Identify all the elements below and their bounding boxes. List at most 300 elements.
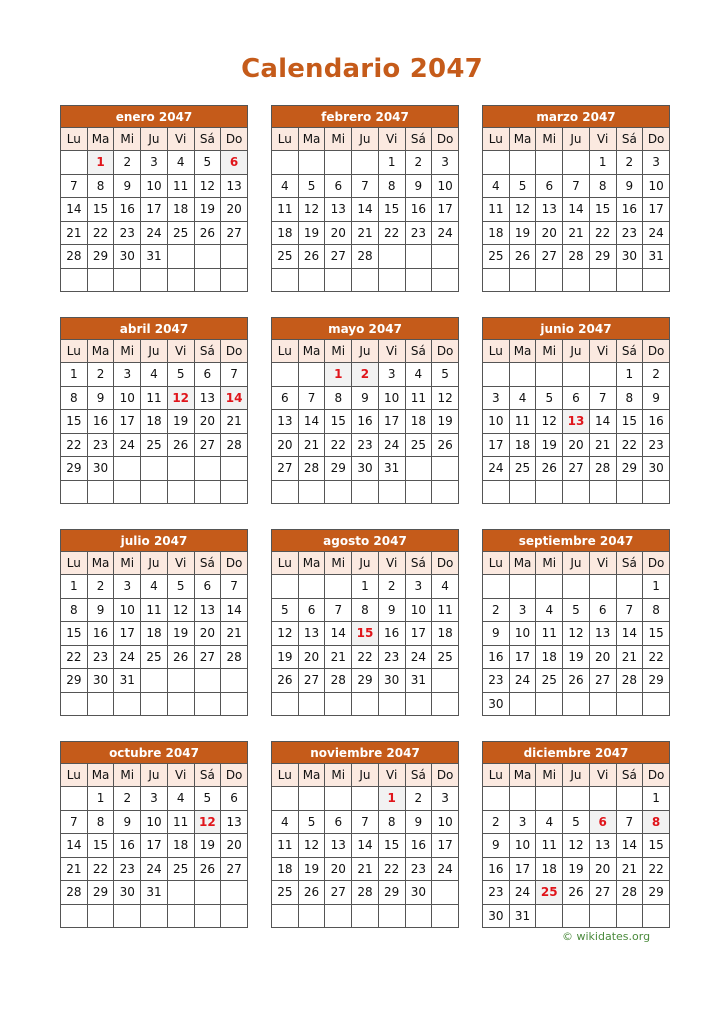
day-cell: 5: [167, 575, 194, 599]
empty-day-cell: [61, 904, 88, 928]
day-cell: 1: [378, 151, 405, 175]
day-cell: 17: [432, 198, 459, 222]
day-cell: 6: [194, 363, 221, 387]
weekday-label: Ju: [563, 552, 590, 575]
day-cell: 2: [483, 810, 510, 834]
day-cell: 6: [589, 598, 616, 622]
day-cell: 10: [141, 174, 168, 198]
empty-day-cell: [405, 904, 432, 928]
weekday-label: Ju: [352, 764, 379, 787]
weekday-label: Do: [221, 764, 248, 787]
empty-day-cell: [167, 904, 194, 928]
empty-day-cell: [378, 692, 405, 716]
day-cell: 9: [114, 810, 141, 834]
empty-day-cell: [61, 480, 88, 504]
day-cell: 28: [589, 457, 616, 481]
weekday-label: Ma: [87, 552, 114, 575]
weekday-label: Do: [221, 552, 248, 575]
day-cell: 4: [432, 575, 459, 599]
day-cell: 21: [221, 410, 248, 434]
day-cell: 20: [194, 410, 221, 434]
day-cell: 27: [536, 245, 563, 269]
empty-day-cell: [194, 692, 221, 716]
weekday-label: Lu: [61, 128, 88, 151]
day-cell: 22: [643, 645, 670, 669]
day-cell: 23: [483, 881, 510, 905]
day-cell: 27: [589, 669, 616, 693]
empty-day-cell: [167, 692, 194, 716]
day-cell: 26: [536, 457, 563, 481]
empty-day-cell: [483, 787, 510, 811]
day-cell: 20: [221, 834, 248, 858]
weekday-label: Ju: [141, 340, 168, 363]
weekday-label: Lu: [483, 552, 510, 575]
day-cell: 22: [61, 433, 88, 457]
empty-day-cell: [352, 268, 379, 292]
empty-day-cell: [141, 904, 168, 928]
day-cell: 11: [509, 410, 536, 434]
day-cell: 22: [61, 645, 88, 669]
weekday-label: Mi: [114, 128, 141, 151]
day-cell: 31: [509, 904, 536, 928]
weekday-label: Sá: [194, 552, 221, 575]
empty-day-cell: [272, 363, 299, 387]
day-cell: 5: [167, 363, 194, 387]
day-cell: 7: [616, 598, 643, 622]
day-cell: 30: [114, 881, 141, 905]
empty-day-cell: [194, 457, 221, 481]
day-cell: 9: [114, 174, 141, 198]
day-cell: 10: [483, 410, 510, 434]
month-title: agosto 2047: [272, 530, 459, 552]
day-cell: 24: [114, 433, 141, 457]
empty-day-cell: [536, 787, 563, 811]
holiday-day-cell: 6: [221, 151, 248, 175]
empty-day-cell: [221, 881, 248, 905]
day-cell: 8: [87, 174, 114, 198]
empty-day-cell: [563, 692, 590, 716]
day-cell: 6: [536, 174, 563, 198]
day-cell: 11: [141, 386, 168, 410]
weekday-label: Do: [221, 340, 248, 363]
weekday-label: Lu: [272, 340, 299, 363]
day-cell: 16: [352, 410, 379, 434]
empty-day-cell: [298, 363, 325, 387]
month-calendar: [271, 529, 459, 716]
day-cell: 17: [114, 622, 141, 646]
day-cell: 8: [61, 598, 88, 622]
day-cell: 2: [643, 363, 670, 387]
day-cell: 7: [352, 174, 379, 198]
empty-day-cell: [483, 151, 510, 175]
empty-day-cell: [194, 480, 221, 504]
day-cell: 12: [167, 598, 194, 622]
empty-day-cell: [114, 268, 141, 292]
weekday-label: Do: [643, 764, 670, 787]
day-cell: 15: [61, 410, 88, 434]
weekday-label: Do: [432, 764, 459, 787]
weekday-label: Ma: [87, 764, 114, 787]
month-title: febrero 2047: [272, 106, 459, 128]
day-cell: 22: [589, 221, 616, 245]
empty-day-cell: [432, 904, 459, 928]
day-cell: 9: [643, 386, 670, 410]
empty-day-cell: [167, 669, 194, 693]
day-cell: 24: [141, 221, 168, 245]
empty-day-cell: [589, 268, 616, 292]
weekday-label: Mi: [114, 340, 141, 363]
day-cell: 3: [509, 598, 536, 622]
day-cell: 3: [405, 575, 432, 599]
day-cell: 3: [432, 151, 459, 175]
weekday-label: Ju: [352, 552, 379, 575]
day-cell: 11: [483, 198, 510, 222]
month-calendar: [271, 741, 459, 928]
day-cell: 29: [61, 457, 88, 481]
day-cell: 21: [563, 221, 590, 245]
empty-day-cell: [141, 669, 168, 693]
day-cell: 19: [298, 221, 325, 245]
day-cell: 29: [643, 881, 670, 905]
day-cell: 11: [405, 386, 432, 410]
day-cell: 15: [61, 622, 88, 646]
month-calendar: [271, 317, 459, 504]
empty-day-cell: [643, 480, 670, 504]
month-title: enero 2047: [61, 106, 248, 128]
day-cell: 7: [325, 598, 352, 622]
empty-day-cell: [61, 692, 88, 716]
empty-day-cell: [589, 363, 616, 387]
page-title: Calendario 2047: [241, 54, 483, 84]
weekday-label: Lu: [272, 128, 299, 151]
day-cell: 3: [114, 363, 141, 387]
day-cell: 20: [536, 221, 563, 245]
empty-day-cell: [194, 245, 221, 269]
day-cell: 31: [141, 881, 168, 905]
empty-day-cell: [616, 480, 643, 504]
day-cell: 24: [405, 645, 432, 669]
day-cell: 29: [325, 457, 352, 481]
day-cell: 26: [298, 245, 325, 269]
day-cell: 3: [114, 575, 141, 599]
empty-day-cell: [563, 575, 590, 599]
weekday-label: Do: [432, 552, 459, 575]
day-cell: 15: [643, 622, 670, 646]
day-cell: 15: [643, 834, 670, 858]
day-cell: 2: [114, 151, 141, 175]
day-cell: 18: [167, 834, 194, 858]
weekday-label: Lu: [483, 340, 510, 363]
day-cell: 20: [272, 433, 299, 457]
weekday-label: Vi: [589, 552, 616, 575]
month-calendar: [482, 741, 670, 928]
day-cell: 28: [563, 245, 590, 269]
day-cell: 15: [87, 834, 114, 858]
day-cell: 13: [325, 834, 352, 858]
day-cell: 11: [536, 834, 563, 858]
day-cell: 29: [87, 881, 114, 905]
weekday-label: Ju: [141, 128, 168, 151]
day-cell: 2: [405, 787, 432, 811]
empty-day-cell: [272, 575, 299, 599]
day-cell: 14: [352, 834, 379, 858]
day-cell: 7: [352, 810, 379, 834]
day-cell: 1: [616, 363, 643, 387]
day-cell: 13: [272, 410, 299, 434]
empty-day-cell: [325, 268, 352, 292]
day-cell: 27: [194, 645, 221, 669]
day-cell: 21: [616, 857, 643, 881]
day-cell: 27: [325, 881, 352, 905]
weekday-label: Ma: [509, 764, 536, 787]
empty-day-cell: [221, 669, 248, 693]
weekday-label: Vi: [589, 340, 616, 363]
day-cell: 22: [378, 221, 405, 245]
empty-day-cell: [221, 245, 248, 269]
day-cell: 5: [298, 810, 325, 834]
weekday-label: Ma: [87, 128, 114, 151]
footer-credit[interactable]: © wikidates.org: [562, 930, 651, 943]
day-cell: 24: [509, 669, 536, 693]
empty-day-cell: [114, 457, 141, 481]
day-cell: 27: [221, 857, 248, 881]
day-cell: 25: [432, 645, 459, 669]
day-cell: 27: [325, 245, 352, 269]
month-calendar: [60, 317, 248, 504]
weekday-label: Ju: [563, 764, 590, 787]
empty-day-cell: [61, 268, 88, 292]
day-cell: 21: [298, 433, 325, 457]
day-cell: 24: [509, 881, 536, 905]
empty-day-cell: [432, 480, 459, 504]
day-cell: 23: [483, 669, 510, 693]
day-cell: 28: [352, 881, 379, 905]
weekday-label: Lu: [61, 552, 88, 575]
empty-day-cell: [616, 787, 643, 811]
day-cell: 12: [272, 622, 299, 646]
empty-day-cell: [325, 480, 352, 504]
day-cell: 9: [483, 834, 510, 858]
day-cell: 1: [643, 787, 670, 811]
day-cell: 4: [272, 810, 299, 834]
day-cell: 15: [378, 834, 405, 858]
day-cell: 18: [405, 410, 432, 434]
day-cell: 12: [563, 834, 590, 858]
weekday-label: Sá: [616, 340, 643, 363]
day-cell: 13: [221, 810, 248, 834]
day-cell: 19: [432, 410, 459, 434]
empty-day-cell: [272, 480, 299, 504]
day-cell: 23: [87, 645, 114, 669]
day-cell: 13: [536, 198, 563, 222]
day-cell: 20: [589, 645, 616, 669]
empty-day-cell: [483, 575, 510, 599]
day-cell: 17: [643, 198, 670, 222]
month-title: junio 2047: [483, 318, 670, 340]
empty-day-cell: [272, 692, 299, 716]
holiday-day-cell: 15: [352, 622, 379, 646]
weekday-label: Do: [643, 128, 670, 151]
empty-day-cell: [536, 904, 563, 928]
holiday-day-cell: 1: [325, 363, 352, 387]
day-cell: 28: [616, 881, 643, 905]
day-cell: 28: [61, 245, 88, 269]
day-cell: 4: [509, 386, 536, 410]
day-cell: 1: [643, 575, 670, 599]
day-cell: 17: [114, 410, 141, 434]
day-cell: 8: [378, 810, 405, 834]
day-cell: 1: [61, 575, 88, 599]
day-cell: 23: [405, 857, 432, 881]
day-cell: 9: [405, 810, 432, 834]
empty-day-cell: [221, 692, 248, 716]
day-cell: 21: [616, 645, 643, 669]
month-title: noviembre 2047: [272, 742, 459, 764]
weekday-label: Mi: [325, 340, 352, 363]
day-cell: 9: [616, 174, 643, 198]
empty-day-cell: [509, 480, 536, 504]
empty-day-cell: [405, 268, 432, 292]
day-cell: 10: [141, 810, 168, 834]
day-cell: 29: [87, 245, 114, 269]
day-cell: 30: [483, 904, 510, 928]
day-cell: 20: [194, 622, 221, 646]
day-cell: 9: [378, 598, 405, 622]
day-cell: 29: [352, 669, 379, 693]
day-cell: 25: [272, 245, 299, 269]
day-cell: 17: [432, 834, 459, 858]
day-cell: 6: [221, 787, 248, 811]
empty-day-cell: [616, 692, 643, 716]
weekday-label: Mi: [536, 128, 563, 151]
empty-day-cell: [616, 268, 643, 292]
day-cell: 21: [352, 221, 379, 245]
day-cell: 18: [536, 857, 563, 881]
day-cell: 23: [87, 433, 114, 457]
weekday-label: Ma: [509, 128, 536, 151]
empty-day-cell: [643, 268, 670, 292]
day-cell: 21: [589, 433, 616, 457]
day-cell: 15: [325, 410, 352, 434]
day-cell: 25: [483, 245, 510, 269]
day-cell: 6: [325, 174, 352, 198]
empty-day-cell: [536, 480, 563, 504]
day-cell: 24: [643, 221, 670, 245]
empty-day-cell: [509, 787, 536, 811]
empty-day-cell: [272, 787, 299, 811]
day-cell: 5: [432, 363, 459, 387]
month-title: marzo 2047: [483, 106, 670, 128]
day-cell: 29: [643, 669, 670, 693]
day-cell: 15: [589, 198, 616, 222]
day-cell: 6: [298, 598, 325, 622]
day-cell: 18: [272, 221, 299, 245]
day-cell: 25: [272, 881, 299, 905]
day-cell: 6: [325, 810, 352, 834]
day-cell: 19: [536, 433, 563, 457]
empty-day-cell: [167, 881, 194, 905]
day-cell: 21: [61, 221, 88, 245]
empty-day-cell: [563, 904, 590, 928]
day-cell: 5: [536, 386, 563, 410]
empty-day-cell: [509, 363, 536, 387]
day-cell: 16: [483, 857, 510, 881]
day-cell: 7: [221, 575, 248, 599]
day-cell: 16: [405, 198, 432, 222]
weekday-label: Ma: [509, 552, 536, 575]
weekday-label: Sá: [616, 552, 643, 575]
day-cell: 4: [141, 575, 168, 599]
day-cell: 24: [378, 433, 405, 457]
empty-day-cell: [87, 268, 114, 292]
day-cell: 21: [61, 857, 88, 881]
empty-day-cell: [483, 268, 510, 292]
day-cell: 17: [141, 198, 168, 222]
empty-day-cell: [61, 151, 88, 175]
empty-day-cell: [483, 480, 510, 504]
day-cell: 11: [167, 810, 194, 834]
day-cell: 7: [616, 810, 643, 834]
day-cell: 18: [272, 857, 299, 881]
day-cell: 18: [536, 645, 563, 669]
empty-day-cell: [352, 904, 379, 928]
day-cell: 19: [298, 857, 325, 881]
day-cell: 27: [589, 881, 616, 905]
empty-day-cell: [194, 904, 221, 928]
empty-day-cell: [325, 787, 352, 811]
day-cell: 20: [325, 221, 352, 245]
empty-day-cell: [432, 245, 459, 269]
day-cell: 30: [352, 457, 379, 481]
empty-day-cell: [483, 363, 510, 387]
day-cell: 10: [509, 834, 536, 858]
day-cell: 27: [221, 221, 248, 245]
day-cell: 28: [298, 457, 325, 481]
day-cell: 16: [87, 410, 114, 434]
day-cell: 1: [61, 363, 88, 387]
empty-day-cell: [509, 692, 536, 716]
weekday-label: Lu: [483, 764, 510, 787]
day-cell: 10: [509, 622, 536, 646]
day-cell: 19: [194, 834, 221, 858]
day-cell: 10: [378, 386, 405, 410]
empty-day-cell: [509, 151, 536, 175]
weekday-label: Vi: [589, 128, 616, 151]
empty-day-cell: [325, 904, 352, 928]
weekday-label: Mi: [536, 552, 563, 575]
day-cell: 11: [536, 622, 563, 646]
weekday-label: Ma: [298, 764, 325, 787]
month-title: diciembre 2047: [483, 742, 670, 764]
day-cell: 3: [141, 787, 168, 811]
weekday-label: Vi: [167, 552, 194, 575]
day-cell: 20: [298, 645, 325, 669]
weekday-label: Do: [643, 552, 670, 575]
day-cell: 4: [483, 174, 510, 198]
day-cell: 26: [509, 245, 536, 269]
weekday-label: Vi: [378, 764, 405, 787]
day-cell: 22: [378, 857, 405, 881]
day-cell: 17: [378, 410, 405, 434]
day-cell: 19: [167, 410, 194, 434]
empty-day-cell: [325, 692, 352, 716]
day-cell: 16: [378, 622, 405, 646]
day-cell: 30: [643, 457, 670, 481]
day-cell: 23: [114, 221, 141, 245]
day-cell: 30: [114, 245, 141, 269]
weekday-label: Sá: [616, 764, 643, 787]
empty-day-cell: [536, 692, 563, 716]
